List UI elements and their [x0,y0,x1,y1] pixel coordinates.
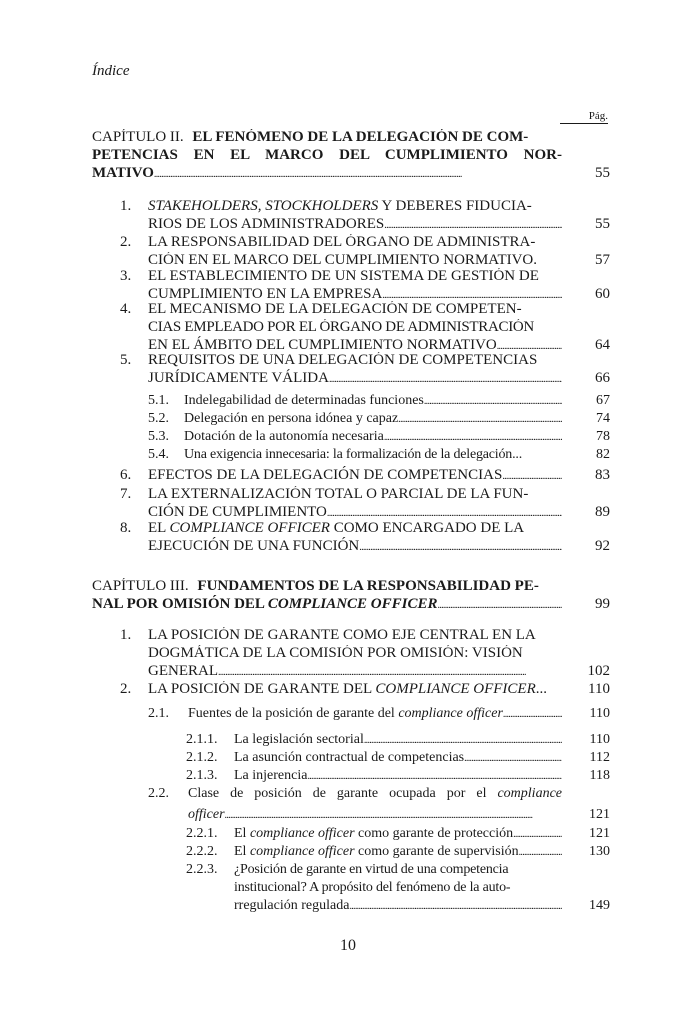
entry-page: 121 [589,807,610,822]
entry-text: Una exigencia innecesaria: la formalización de la delegación... [184,447,523,462]
chapter-2-title-line3: MATIVO [92,165,154,181]
leader-dots [218,663,562,682]
leader-dots [503,705,562,724]
chapter-2-page: 55 [595,165,610,181]
chapter-3-title-italic: COMPLIANCE OFFICER [267,596,438,612]
leader-dots [502,467,562,486]
leader-dots [464,749,562,768]
entry-text: rregulación regulada [234,898,350,913]
entry-number: 1. [120,627,132,643]
entry-page: 67 [596,393,610,408]
entry-page: 66 [595,370,610,386]
entry-page: 82 [596,447,610,462]
entry-number: 2.2.3. [186,862,218,877]
chapter-3-sub-2-1-items [186,731,610,785]
entry-text: COMO ENCARGADO DE LA [329,520,525,536]
leader-dots [384,428,562,447]
entry-text: LA POSICIÓN DE GARANTE DEL [148,681,376,697]
chapter-3-title-line1: FUNDAMENTOS DE LA RESPONSABILIDAD PE- [197,578,539,594]
leader-dots [154,165,562,184]
entry-page: 92 [595,538,610,554]
chapter-2-subentries [148,392,610,464]
entry-number: 4. [120,301,132,317]
entry-text: EL [148,520,170,536]
entry-text: La injerencia [234,768,308,783]
toc-entry [120,198,610,234]
entry-page: 118 [589,768,610,783]
entry-text-italic: officer [188,807,225,822]
chapter-3-title-line2 [92,596,438,614]
entry-number: 2. [120,234,132,250]
entry-text: ... [535,681,548,697]
entry-page: 121 [589,826,610,841]
toc-entry [120,234,610,270]
entry-number: 2. [120,681,132,697]
leader-dots [519,843,562,862]
chapter-2-heading [92,129,610,185]
entry-page: 74 [596,411,610,426]
entry-text: EL ESTABLECIMIENTO DE UN SISTEMA DE GESTIÓN DE [148,268,539,284]
entry-text: LA EXTERNALIZACIÓN TOTAL O PARCIAL DE LA FUN- [148,486,529,502]
entry-number: 6. [120,467,132,483]
entry-text: CIÓN DE CUMPLIMIENTO [148,504,327,520]
entry-text: GENERAL [148,663,218,679]
entry-text: LA POSICIÓN DE GARANTE COMO EJE CENTRAL EN LA [148,627,536,643]
entry-text [188,705,503,723]
chapter-3-entries [120,627,610,699]
chapter-2-entries-b [120,467,610,557]
leader-dots [424,392,562,411]
entry-page: 83 [595,467,610,483]
entry-number: 1. [120,198,132,214]
toc-entry [120,268,610,304]
page-number: 10 [340,937,356,954]
chapter-3-page: 99 [595,596,610,612]
leader-dots [349,897,562,916]
chapter-3-label: CAPÍTULO III. [92,578,189,594]
chapter-2-entries [120,198,610,388]
entry-text: CIÓN EN EL MARCO DEL CUMPLIMIENTO NORMATIVO. [148,252,538,268]
chapter-3-sub-2-1 [148,705,610,725]
entry-page: 110 [588,681,610,697]
entry-text-roman: Fuentes de la posición de garante del [188,706,399,721]
leader-dots [359,538,562,557]
chapter-2-title-line1: EL FENÓMENO DE LA DELEGACIÓN DE COM- [192,129,529,145]
toc-entry [120,301,610,355]
leader-dots [438,596,562,615]
entry-page: 149 [589,898,610,913]
entry-page: 102 [587,663,610,679]
leader-dots [329,370,562,389]
leader-dots [398,410,562,429]
entry-text-italic: compliance [497,786,562,801]
entry-number: 7. [120,486,132,502]
leader-dots [364,731,562,750]
running-head: Índice [92,63,130,79]
entry-number: 2.2.2. [186,844,218,859]
entry-text: CIAS EMPLEADO POR EL ÓRGANO DE ADMINISTRACIÓN [148,319,534,335]
entry-number: 2.2.1. [186,826,218,841]
entry-text: ¿Posición de garante en virtud de una competencia [234,862,509,877]
entry-text-roman: como garante de supervisión [354,844,519,859]
entry-text: EJECUCIÓN DE UNA FUNCIÓN [148,538,360,554]
entry-text: EFECTOS DE LA DELEGACIÓN DE COMPETENCIAS [148,467,503,483]
entry-text-italic: STAKEHOLDERS, STOCKHOLDERS [148,198,379,214]
entry-text: EN EL ÁMBITO DEL CUMPLIMIENTO NORMATIVO [148,337,497,353]
entry-number: 2.2. [148,786,169,801]
entry-text-italic: COMPLIANCE OFFICER [169,520,330,536]
entry-page: 110 [589,732,610,747]
entry-text-roman: El [234,844,250,859]
entry-number: 5.4. [148,447,169,462]
entry-text-italic: compliance officer [249,844,355,859]
entry-number: 5. [120,352,132,368]
entry-number: 8. [120,520,132,536]
chapter-3-heading [92,578,610,616]
chapter-3-sub-2-2-items [186,825,610,911]
entry-page: 110 [589,706,610,721]
leader-dots [513,825,562,844]
entry-text: La asunción contractual de competencias [234,750,465,765]
entry-number: 5.2. [148,411,169,426]
entry-page: 89 [595,504,610,520]
leader-dots [225,805,562,825]
entry-number: 5.1. [148,393,169,408]
entry-text [234,825,513,843]
chapter-2-title-line2: PETENCIAS EN EL MARCO DEL CUMPLIMIENTO NOR- [92,147,562,163]
entry-number: 3. [120,268,132,284]
entry-text: La legislación sectorial [234,732,364,747]
entry-text: JURÍDICAMENTE VÁLIDA [148,370,329,386]
toc-entry [120,352,610,388]
entry-page: 64 [595,337,610,353]
leader-dots [384,216,562,235]
entry-text: Indelegabilidad de determinadas funciones [184,393,424,408]
entry-text-roman: como garante de protección [354,826,514,841]
entry-number: 2.1.1. [186,732,218,747]
entry-page: 112 [589,750,610,765]
entry-page: 78 [596,429,610,444]
entry-text-italic: COMPLIANCE OFFICER [375,681,536,697]
entry-text: institucional? A propósito del fenómeno de la auto- [234,880,511,895]
entry-text: DOGMÁTICA DE LA COMISIÓN POR OMISIÓN: VISIÓN [148,645,523,661]
entry-text [234,843,519,861]
entry-number: 5.3. [148,429,169,444]
entry-page: 60 [595,286,610,302]
entry-text: Clase de posición de garante ocupada por el [188,786,498,801]
chapter-3-sub-2-2 [148,784,610,822]
entry-number: 2.1. [148,706,169,721]
page-column-label: Pág. [560,110,608,124]
entry-text: CUMPLIMIENTO EN LA EMPRESA [148,286,383,302]
entry-number: 2.1.3. [186,768,218,783]
entry-text: LA RESPONSABILIDAD DEL ÓRGANO DE ADMINISTRA- [148,234,536,250]
chapter-2-label: CAPÍTULO II. [92,129,184,145]
entry-text: Y DEBERES FIDUCIA- [378,198,532,214]
entry-page: 130 [589,844,610,859]
entry-page: 55 [595,216,610,232]
entry-text: EL MECANISMO DE LA DELEGACIÓN DE COMPETEN- [148,301,522,317]
entry-text-italic: compliance officer [249,826,355,841]
entry-text: RIOS DE LOS ADMINISTRADORES [148,216,385,232]
entry-text: REQUISITOS DE UNA DELEGACIÓN DE COMPETENCIAS [148,352,538,368]
entry-text-roman: El [234,826,250,841]
entry-text: Delegación en persona idónea y capaz [184,411,399,426]
entry-text-italic: compliance officer [398,706,503,721]
entry-page: 57 [595,252,610,268]
chapter-3-title-text: NAL POR OMISIÓN DEL [92,596,268,612]
entry-number: 2.1.2. [186,750,218,765]
entry-text: Dotación de la autonomía necesaria [184,429,384,444]
